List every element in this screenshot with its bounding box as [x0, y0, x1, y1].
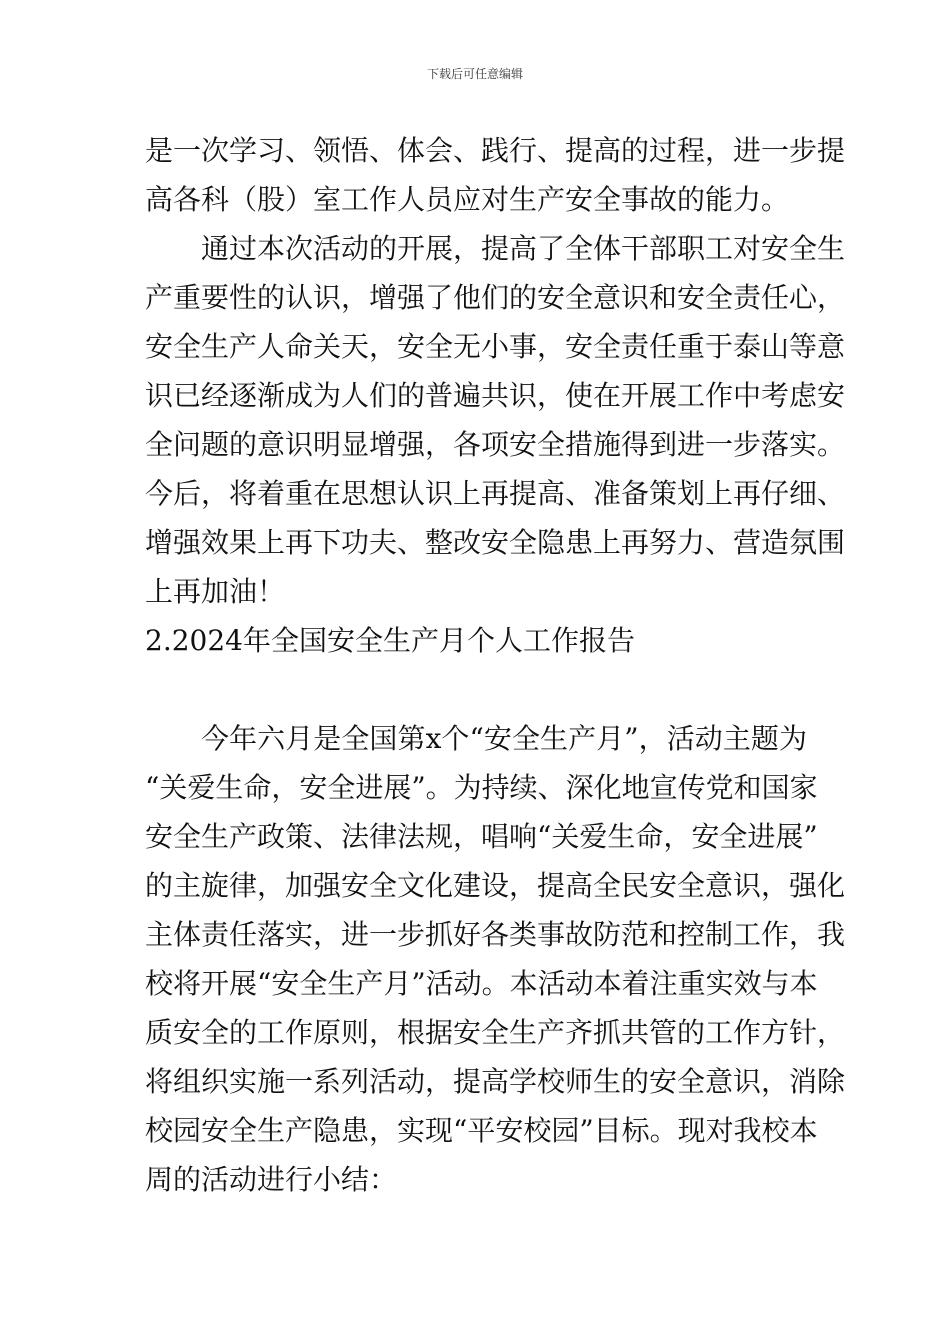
paragraph	[145, 126, 846, 224]
text-line: 产重要性的认识，增强了他们的安全意识和安全责任心，	[145, 281, 846, 314]
text-line: 主体责任落实，进一步抓好各类事故防范和控制工作，我	[145, 918, 846, 951]
text-line: 将组织实施一系列活动，提高学校师生的安全意识，消除	[145, 1065, 846, 1098]
paragraph	[145, 224, 846, 616]
section-heading: 2.2024年全国安全生产月个人工作报告	[145, 624, 635, 657]
text-line: 上再加油！	[145, 575, 286, 608]
text-line: 全问题的意识明显增强，各项安全措施得到进一步落实。	[145, 428, 846, 461]
text-line: 今年六月是全国第x个“安全生产月”，活动主题为	[201, 722, 807, 755]
text-line: 识已经逐渐成为人们的普遍共识，使在开展工作中考虑安	[145, 379, 846, 412]
text-line: 周的活动进行小结：	[145, 1163, 398, 1196]
text-line: 的主旋律，加强安全文化建设，提高全民安全意识，强化	[145, 869, 846, 902]
page-header: 下载后可任意编辑	[426, 67, 523, 81]
text-line: 质安全的工作原则，根据安全生产齐抓共管的工作方针，	[145, 1016, 846, 1049]
blank-line	[145, 665, 807, 714]
text-line: 通过本次活动的开展，提高了全体干部职工对安全生	[201, 232, 846, 265]
text-line: 高各科（股）室工作人员应对生产安全事故的能力。	[145, 183, 790, 216]
text-line: 增强效果上再下功夫、整改安全隐患上再努力、营造氛围	[145, 526, 846, 559]
paragraph	[145, 714, 846, 1204]
text-line: “关爱生命，安全进展”。为持续、深化地宣传党和国家	[145, 771, 818, 804]
text-line: 校园安全生产隐患，实现“平安校园”目标。现对我校本	[145, 1114, 818, 1147]
text-line: 安全生产政策、法律法规，唱响“关爱生命，安全进展”	[145, 820, 818, 853]
text-line: 是一次学习、领悟、体会、践行、提高的过程，进一步提	[145, 134, 846, 167]
document-body	[145, 126, 846, 1204]
text-line: 今后，将着重在思想认识上再提高、准备策划上再仔细、	[145, 477, 846, 510]
text-line: 校将开展“安全生产月”活动。本活动本着注重实效与本	[145, 967, 818, 1000]
text-line: 安全生产人命关天，安全无小事，安全责任重于泰山等意	[145, 330, 846, 363]
